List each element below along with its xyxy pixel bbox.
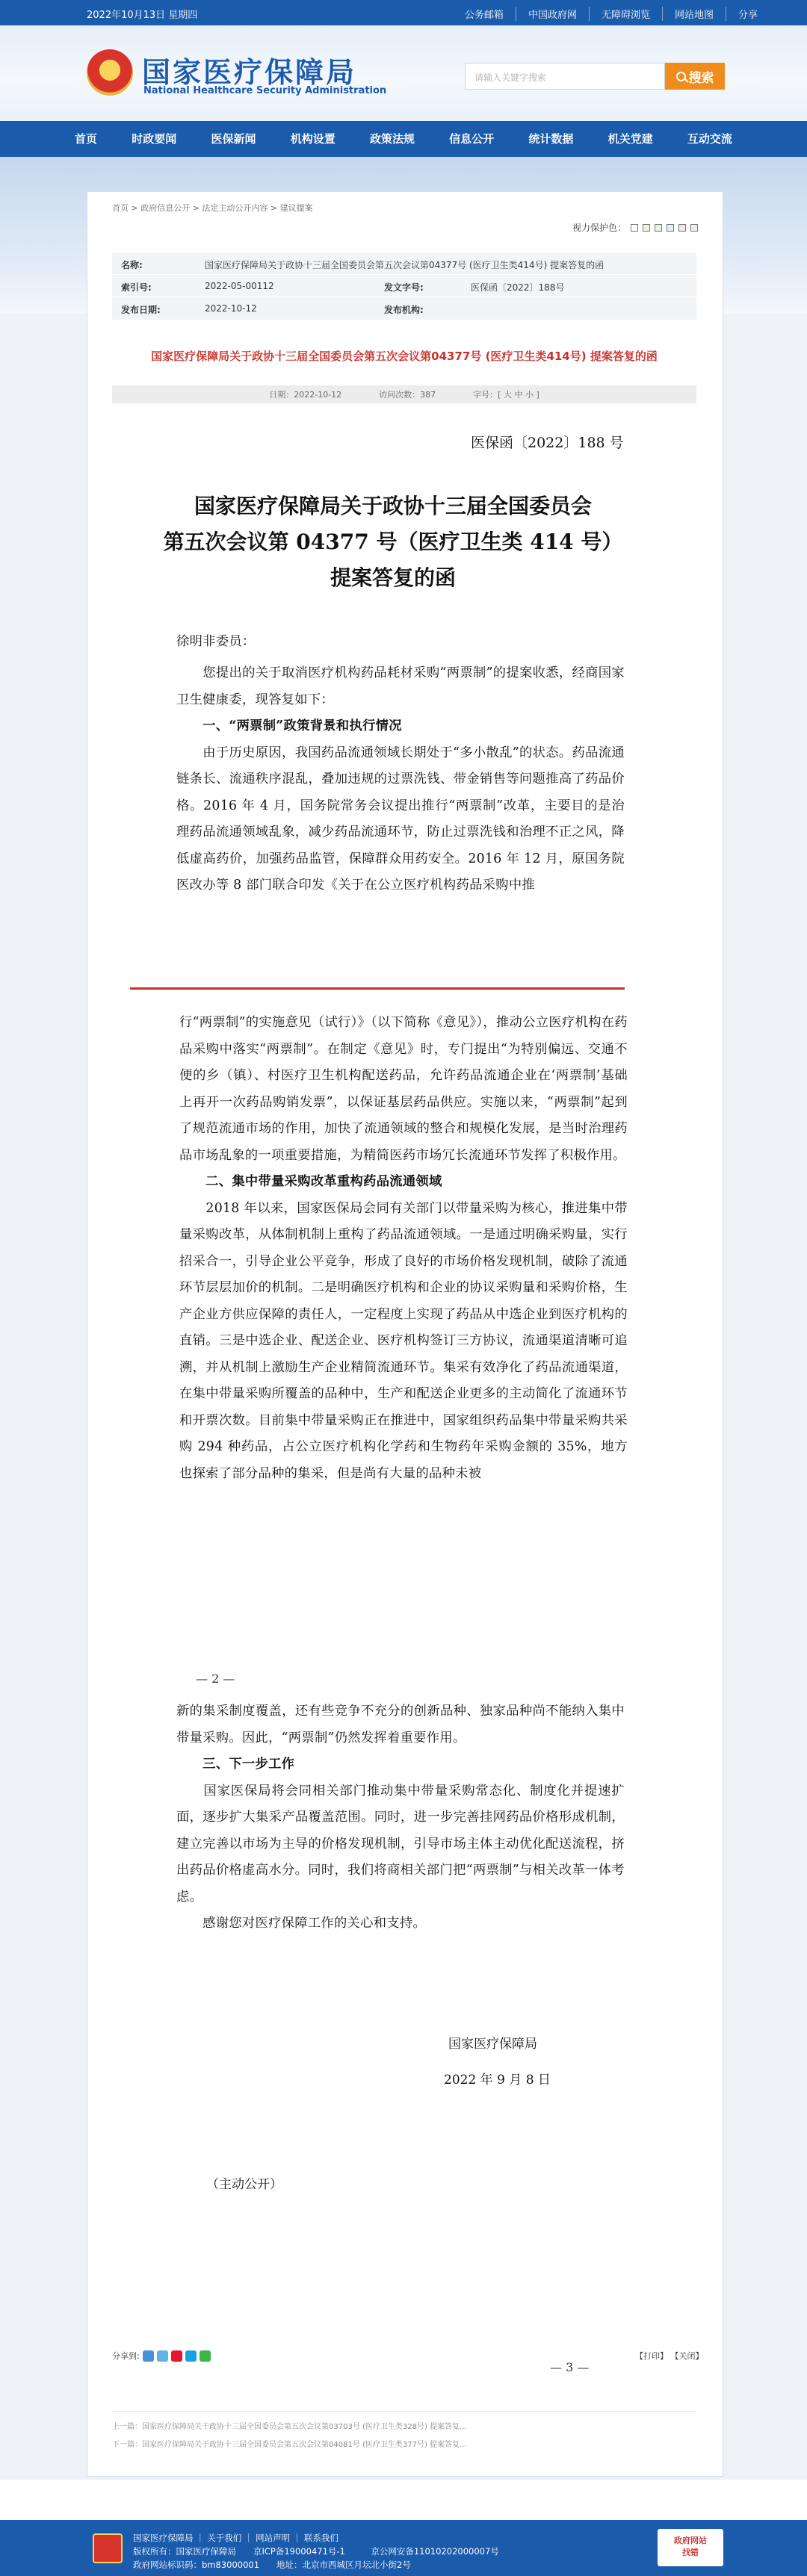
salutation: 徐明非委员：: [176, 634, 256, 649]
document-meta: [112, 252, 696, 320]
meta-index-value: 2022-05-00112: [205, 281, 274, 291]
breadcrumb[interactable]: 首页 > 政府信息公开 > 法定主动公开内容 > 建议提案: [112, 203, 313, 213]
nav-interaction[interactable]: 互动交流: [687, 132, 732, 146]
color-swatch-white[interactable]: [631, 224, 638, 232]
meta-org-label: 发布机构:: [384, 305, 424, 315]
divider: [112, 2411, 696, 2412]
search-icon: [676, 72, 686, 81]
font-size-control[interactable]: 字号：[ 大 中 小 ]: [473, 390, 539, 400]
search-button-label: 搜索: [688, 70, 714, 86]
article-views: 访问次数：387: [379, 390, 436, 400]
footer-links[interactable]: 国家医疗保障局 ｜ 关于我们 ｜ 网站声明 ｜ 联系我们: [133, 2533, 338, 2543]
color-swatch-pink[interactable]: [678, 224, 686, 232]
letter-page-2: [179, 1010, 628, 1487]
search-button[interactable]: [665, 63, 725, 90]
site-name-english: National Healthcare Security Administration: [143, 85, 387, 96]
letter-title-line: 第五次会议第 04377 号（医疗卫生类 414 号）: [163, 530, 623, 554]
page-break-line: [130, 987, 625, 990]
disclosure-note: （主动公开）: [206, 2177, 282, 2192]
main-nav: [0, 121, 807, 157]
top-links: [453, 7, 770, 21]
section-heading: 二、集中带量采购改革重构药品流通领域: [179, 1174, 442, 1189]
letter-title-line: 提案答复的函: [330, 565, 456, 590]
print-close-links[interactable]: 【打印】 【关闭】: [635, 2351, 704, 2361]
nav-party[interactable]: 机关党建: [607, 132, 653, 146]
color-swatch-blue[interactable]: [667, 224, 674, 232]
share-tencent-icon[interactable]: [185, 2350, 197, 2362]
paragraph: 您提出的关于取消医疗机构药品耗材采购“两票制”的提案收悉，经商国家卫生健康委，现答复如下：: [176, 665, 625, 707]
paragraph: 新的集采制度覆盖，还有些竞争不充分的创新品种、独家品种尚不能纳入集中带量采购。因此，“两票制”仍然发挥着重要作用。: [176, 1704, 625, 1745]
article-headline: 国家医疗保障局关于政协十三届全国委员会第五次会议第04377号 (医疗卫生类414号) 提案答复的函: [151, 350, 658, 363]
color-swatch-gray[interactable]: [690, 224, 698, 232]
section-heading: 一、“两票制”政策背景和执行情况: [176, 719, 402, 733]
link-gov[interactable]: 中国政府网: [516, 7, 589, 21]
link-share[interactable]: 分享: [726, 7, 770, 21]
nav-disclosure[interactable]: 信息公开: [449, 132, 495, 146]
nav-statistics[interactable]: 统计数据: [528, 132, 574, 146]
footer-address: 政府网站标识码：bm83000001 地址：北京市西城区月坛北小街2号: [133, 2560, 411, 2570]
nav-organization[interactable]: 机构设置: [290, 132, 336, 146]
national-emblem-icon[interactable]: [87, 49, 133, 96]
meta-name-value: 国家医疗保障局关于政协十三届全国委员会第五次会议第04377号 (医疗卫生类414号) 提案答复的函: [205, 260, 605, 270]
badge-subtitle: 找错: [682, 2548, 699, 2557]
letter-title-line: 国家医疗保障局关于政协十三届全国委员会: [194, 494, 592, 518]
share-wechat-icon[interactable]: [200, 2350, 211, 2362]
next-article-link[interactable]: 下一篇：国家医疗保障局关于政协十三届全国委员会第五次会议第04081号 (医疗卫生类377号) 提案答复...: [112, 2441, 467, 2449]
paragraph: 行“两票制”的实施意见（试行）》（以下简称《意见》），推动公立医疗机构在药品采购中落实“两票制”。在制定《意见》时，专门提出“为特别偏远、交通不便的乡（镇）、村医疗卫生机构配送药品，允许药品流通企业在‘两票制’基础上再开一次药品购销发票”，以保证基层药品供应。实施以来，“两票制”起到了规范流通市场的作用，加快了流通领域的整合和规模化发展，是当时治理药品市场乱象的一项重要措施，为精简医药市场冗长流通环节发挥了积极作用。: [179, 1015, 628, 1163]
document-number: 医保函〔2022〕188 号: [471, 435, 624, 451]
meta-date-value: 2022-10-12: [205, 303, 257, 314]
meta-name-label: 名称:: [121, 260, 143, 270]
signature-date: 2022 年 9 月 8 日: [444, 2073, 551, 2088]
link-mail[interactable]: 公务邮箱: [464, 10, 504, 21]
share-qzone-icon[interactable]: [157, 2350, 168, 2362]
meta-date-label: 发布日期:: [121, 305, 161, 315]
link-sitemap[interactable]: 网站地图: [662, 7, 726, 21]
party-emblem-icon[interactable]: [93, 2533, 123, 2563]
paragraph: 2018 年以来，国家医保局会同有关部门以带量采购为核心，推进集中带量采购改革，从体制机制上重构了药品流通领域。一是通过明确采购量，实行招采合一，引导企业公平竞争，形成了良好的市场价格发现机制，破除了流通环节层层加价的机制。二是明确医疗机构和企业的协议采购量和采购价格，生产企业方供应保障的责任人，一定程度上实现了药品从中选企业到医疗机构的直销。三是中选企业、配送企业、医疗机构签订三方协议，流通渠道清晰可追溯，并从机制上激励生产企业精简流通环节。集采有效净化了药品流通渠道，在集中带量采购所覆盖的品种中，生产和配送企业更多的主动简化了流通环节和开票次数。目前集中带量采购正在推进中，国家组织药品集中带量采购共采购 294 种药品，占公立医疗机构化学药和生物药年采购金额的 35%，地方也探索了部分品种的集采，但是尚有大量的品种未被: [179, 1200, 628, 1481]
search-input[interactable]: 请输入关键字搜索: [465, 63, 665, 90]
nav-policy[interactable]: 政策法规: [369, 132, 415, 146]
current-date: 2022年10月13日 星期四: [87, 10, 198, 21]
prev-article-link[interactable]: 上一篇：国家医疗保障局关于政协十三届全国委员会第五次会议第03703号 (医疗卫生类328号) 提案答复...: [112, 2423, 467, 2431]
meta-docnum-value: 医保函〔2022〕188号: [471, 282, 565, 293]
page-number: — 2 —: [196, 1672, 235, 1686]
article-date: 日期：2022-10-12: [269, 390, 342, 400]
share-weibo-icon[interactable]: [171, 2350, 182, 2362]
article-info-bar: [112, 385, 696, 403]
share-label: 分享到:: [112, 2351, 140, 2361]
meta-docnum-label: 发文字号:: [384, 282, 424, 293]
gov-site-badge[interactable]: [658, 2529, 723, 2566]
footer-copyright: 版权所有：国家医疗保障局 京ICP备19000471号-1 京公网安备11010202000007号: [133, 2546, 499, 2557]
signature-org: 国家医疗保障局: [448, 2037, 537, 2052]
letter-page-3: [176, 1698, 625, 1937]
badge-title: 政府网站: [674, 2536, 707, 2545]
nav-home[interactable]: 首页: [75, 132, 98, 146]
color-swatch-green[interactable]: [655, 224, 662, 232]
meta-index-label: 索引号:: [121, 282, 152, 293]
link-accessibility[interactable]: 无障碍浏览: [589, 7, 662, 21]
paragraph: 国家医保局将会同相关部门推动集中带量采购常态化、制度化并提速扩面，逐步扩大集采产品覆盖范围。同时，进一步完善挂网药品价格形成机制，建立完善以市场为主导的价格发现机制，引导市场主体主动优化配送流程，挤出药品价格虚高水分。同时，我们将商相关部门把“两票制”与相关改革一体考虑。: [176, 1783, 625, 1905]
letter-title: [132, 488, 655, 596]
section-heading: 三、下一步工作: [176, 1757, 295, 1772]
share-bar: [112, 2350, 211, 2362]
share-plus-icon[interactable]: [143, 2350, 154, 2362]
top-bar: [0, 0, 807, 25]
site-name[interactable]: 国家医疗保障局: [142, 55, 357, 89]
vision-protection: [572, 221, 698, 234]
color-swatch-beige[interactable]: [643, 224, 650, 232]
letter-page-1: [176, 660, 625, 899]
page-number: — 3 —: [550, 2360, 590, 2374]
nav-insurance-news[interactable]: 医保新闻: [211, 132, 256, 146]
nav-news[interactable]: 时政要闻: [132, 132, 177, 146]
vision-label: 视力保护色：: [572, 223, 627, 233]
paragraph: 感谢您对医疗保障工作的关心和支持。: [176, 1916, 427, 1931]
paragraph: 由于历史原因，我国药品流通领域长期处于“多小散乱”的状态。药品流通链条长、流通秩序混乱，叠加违规的过票洗钱、带金销售等问题推高了药品价格。2016 年 4 月，国务院常务会议提出推行“两票制”改革，主要目的是治理药品流通领域乱象，减少药品流通环节，防止过票洗钱和治理不正之风，降低虚高药价，加强药品监管，保障群众用药安全。2016 年 12 月，原国务院医改办等 8 部门联合印发《关于在公立医疗机构药品采购中推: [176, 745, 625, 893]
